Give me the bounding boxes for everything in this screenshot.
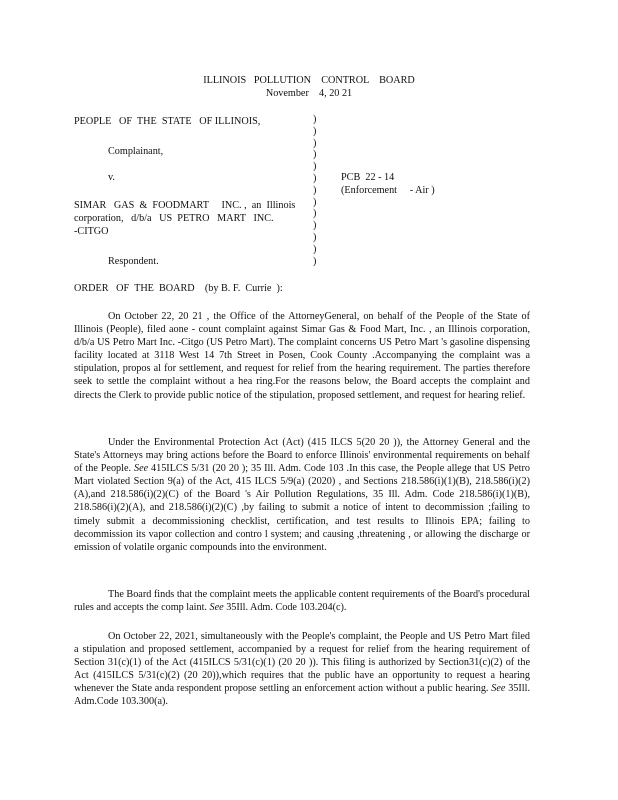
caption-paren: ) [313,172,317,184]
paragraph-2-text-a: Under the Environmental Protection Act (Act) (415 ILCS 5(20 20 )), the Attorney General and the State's Attorneys may bring actions before the Board to enforce Illinois' environmental requirements on behalf of the People. [74,437,530,475]
paragraph-1 [74,310,530,402]
caption-versus: v. [108,172,115,183]
case-number: PCB 22 - 14 [341,172,395,183]
caption-respondent-line-3: -CITGO [74,226,109,237]
see-signal: See [491,683,506,695]
caption-people: PEOPLE OF THE STATE OF ILLINOIS, [74,116,261,127]
caption-paren: ) [313,125,317,137]
caption-paren: ) [313,114,317,125]
caption-paren: ) [313,184,317,196]
see-signal: See [209,602,224,614]
caption-paren: ) [313,243,317,255]
caption-paren: ) [313,161,317,173]
caption-paren: ) [313,231,317,243]
caption-respondent-line-1: SIMAR GAS & FOODMART INC. , an Illinois [74,200,296,211]
caption-parentheses [313,114,321,267]
see-signal: See [133,463,149,475]
caption-paren: ) [313,137,317,149]
caption-respondent-label: Respondent. [108,256,159,267]
caption-paren: ) [313,196,317,208]
paragraph-2-text-b: 415ILCS 5/31 (20 20 ); 35 Ill. Adm. Code 103 .In this case, the People allege that US Petro Mart violated Section 9(a) of the Act, 415 ILCS 5/9(a) (2020) , and Sections 218.586(i)(1)(B), 218.586(i)(2)(A),and 218.586(i)(2)(C) of the Board 's Air Pollution Regulations, 35 Ill. Adm. Code 218.586(i)(1)(B), 218.586(i)(2)(A), and 218.586(i)(2)(C) ,by failing to submit a notice of intent to decommission ;failing to timely submit a decommissioning checklist, certification, and test results to Illinois EPA; failing to decommission its vapor collection and contro l system; and causing ,threatening , or allowing the discharge or emission of volatile organic compounds into the environment. [74,463,530,553]
caption-paren: ) [313,149,317,161]
paragraph-1-text: On October 22, 20 21 , the Office of the AttorneyGeneral, on behalf of the People of the State of Illinois (People), filed aone - count complaint against Simar Gas & Food Mart, Inc. , an Illinois corporation, d/b/a US Petro Mart Inc. -Citgo (US Petro Mart). The complaint concerns US Petro Mart 's gasoline dispensing facility located at 3118 West 14 7th Street in Posen, Cook County .Accompanying the complaint was a stipulation, propos al for settlement, and request for relief from the hearing requirement. The parties therefore seek to settle the complaint without a hea ring.For the reasons below, the Board accepts the complaint and directs the Clerk to provide public notice of the stipulation, proposed settlement, and request for hearing relief. [74,311,530,401]
case-type: (Enforcement - Air ) [341,185,435,196]
paragraph-2 [74,436,530,554]
caption-complainant: Complainant, [108,146,164,157]
order-date: November 4, 20 21 [265,88,353,99]
board-name-heading: ILLINOIS POLLUTION CONTROL BOARD [203,75,415,86]
paragraph-3-text-a: The Board finds that the complaint meets the applicable content requirements of the Board's procedural rules and accepts the comp laint. [74,589,530,614]
caption-paren: ) [313,220,317,232]
caption-paren: ) [313,255,317,267]
paragraph-4-text-a: On October 22, 2021, simultaneously with the People's complaint, the People and US Petro Mart filed a stipulation and proposed settlement, accompanied by a request for relief from the hearing requirement of Section 31(c)(1) of the Act (415ILCS 5/31(c)(1) (20 20 )). This filing is authorized by Section31(c)(2) of the Act (415ILCS 5/31(c)(2) (20 20)),which requires that the public have an opportunity to request a hearing whenever the State anda respondent propose settling an enforcement action without a public hearing. [74,631,530,695]
paragraph-3 [74,588,530,614]
caption-paren: ) [313,208,317,220]
order-heading: ORDER OF THE BOARD (by B. F. Currie ): [74,283,283,294]
paragraph-3-text-b: 35Ill. Adm. Code 103.204(c). [223,602,347,614]
caption-respondent-line-2: corporation, d/b/a US PETRO MART INC. [74,213,274,224]
paragraph-4 [74,630,530,709]
paragraph-4-text-b: 35Ill. Adm.Code 103.300(a). [74,683,530,708]
